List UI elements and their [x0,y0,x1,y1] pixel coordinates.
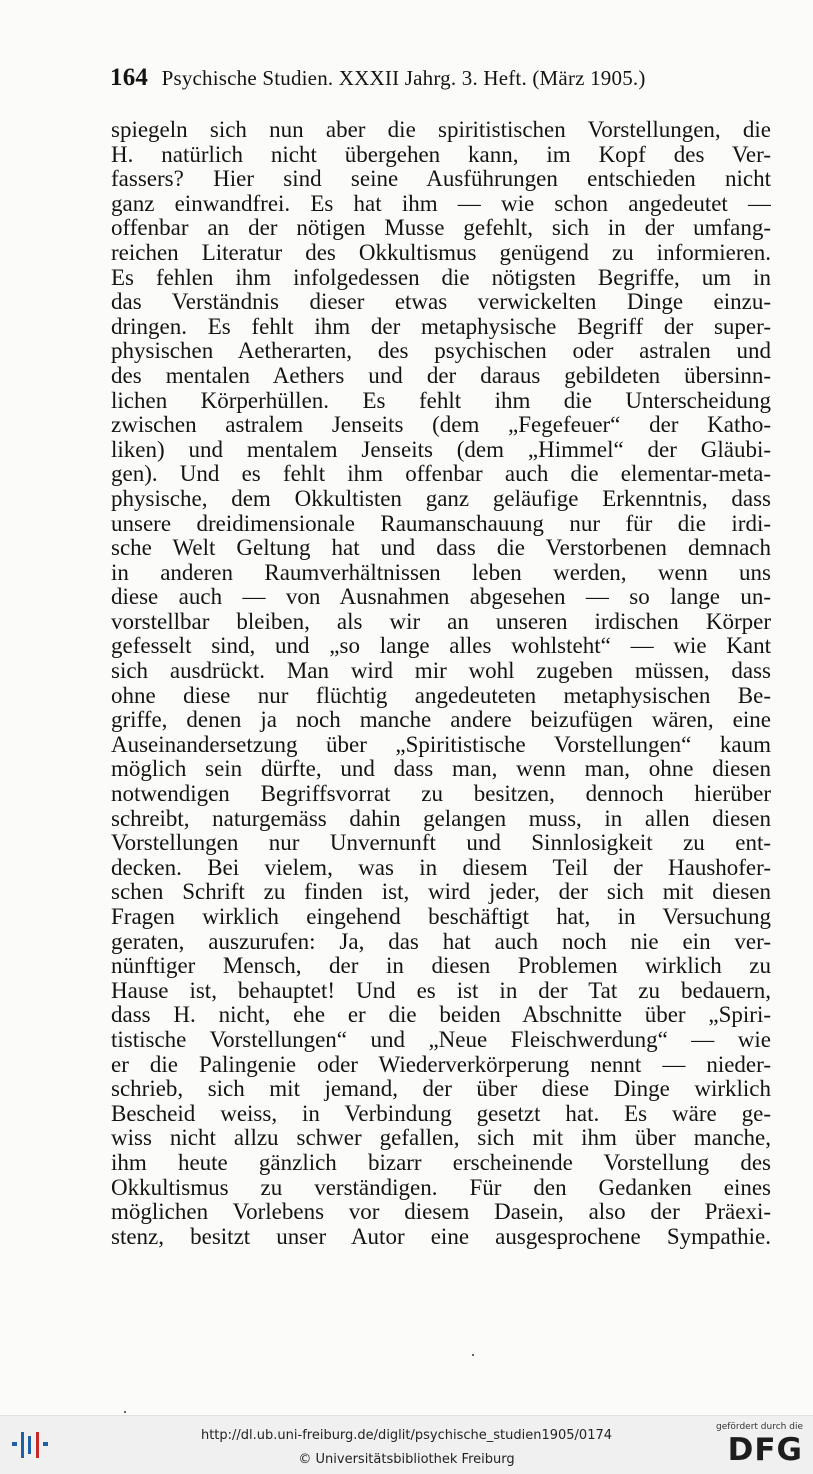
footer-bar [0,1415,813,1474]
text-line: stenz, besitzt unser Autor eine ausgesprochene Sympathie. [111,1224,771,1249]
text-line: notwendigen Begriffsvorrat zu besitzen, dennoch hierüber [111,782,771,807]
text-line: des mentalen Aethers und der daraus gebildeten übersinn- [111,363,771,388]
dfg-logo-text: DFG [727,1432,803,1468]
text-line: wiss nicht allzu schwer gefallen, sich mit ihm über manche, [111,1126,771,1151]
speck-mark [124,1411,126,1413]
text-line: griffe, denen ja noch manche andere beizufügen wären, eine [111,708,771,733]
text-line: physischen Aetherarten, des psychischen oder astralen und [111,339,771,364]
text-line: dringen. Es fehlt ihm der metaphysische Begriff der super- [111,314,771,339]
text-line: Hause ist, behauptet! Und es ist in der Tat zu bedauern, [111,978,771,1003]
text-line: in anderen Raumverhältnissen leben werden, wenn uns [111,560,771,585]
text-line: physische, dem Okkultisten ganz geläufige Erkenntnis, dass [111,486,771,511]
text-line: ihm heute gänzlich bizarr erscheinende Vorstellung des [111,1150,771,1175]
text-line: decken. Bei vielem, was in diesem Teil der Haushofer- [111,855,771,880]
running-head [110,64,730,98]
text-line: möglich sein dürfte, und dass man, wenn man, ohne diesen [111,757,771,782]
page-number: 164 [110,64,149,91]
text-line: schen Schrift zu finden ist, wird jeder, der sich mit diesen [111,880,771,905]
text-line: unsere dreidimensionale Raumanschauung nur für die irdi- [111,511,771,536]
text-line: nünftiger Mensch, der in diesen Problemen wirklich zu [111,954,771,979]
text-line: dass H. nicht, ehe er die beiden Abschnitte über „Spiri- [111,1003,771,1028]
text-line: sich ausdrückt. Man wird mir wohl zugeben müssen, dass [111,659,771,684]
text-line: schrieb, sich mit jemand, der über diese Dinge wirklich [111,1077,771,1102]
text-line: Es fehlen ihm infolgedessen die nötigsten Begriffe, um in [111,265,771,290]
text-line: fassers? Hier sind seine Ausführungen entschieden nicht [111,167,771,192]
text-line: spiegeln sich nun aber die spiritistischen Vorstellungen, die [111,118,771,142]
text-line: möglichen Vorlebens vor diesem Dasein, also der Präexi- [111,1200,771,1225]
text-line: liken) und mentalem Jenseits (dem „Himmel“ der Gläubi- [111,437,771,462]
text-line: gefesselt sind, und „so lange alles wohlsteht“ — wie Kant [111,634,771,659]
text-line: geraten, auszurufen: Ja, das hat auch noch nie ein ver- [111,929,771,954]
text-line: Fragen wirklich eingehend beschäftigt hat, in Versuchung [111,905,771,929]
text-line: Bescheid weiss, in Verbindung gesetzt hat. Es wäre ge- [111,1101,771,1126]
text-line: ohne diese nur flüchtig angedeuteten metaphysischen Be- [111,683,771,708]
text-line: sche Welt Geltung hat und dass die Verstorbenen demnach [111,536,771,561]
text-line: H. natürlich nicht übergehen kann, im Kopf des Ver- [111,142,771,167]
text-line: zwischen astralem Jenseits (dem „Fegefeuer“ der Katho- [111,413,771,438]
speck-mark [472,1354,474,1356]
text-line: Auseinandersetzung über „Spiritistische Vorstellungen“ kaum [111,732,771,757]
text-line: er die Palingenie oder Wiederverkörperung nennt — nieder- [111,1052,771,1077]
text-line: schreibt, naturgemäss dahin gelangen muss, in allen diesen [111,806,771,831]
text-line: Okkultismus zu verständigen. Für den Gedanken eines [111,1175,771,1200]
text-line: tistische Vorstellungen“ und „Neue Fleischwerdung“ — wie [111,1027,771,1052]
running-title: Psychische Studien. XXXII Jahrg. 3. Heft. (März 1905.) [161,66,646,90]
source-url[interactable]: http://dl.ub.uni-freiburg.de/diglit/psychische_studien1905/0174 [200,1428,613,1443]
text-line: vorstellbar bleiben, als wir an unseren irdischen Körper [111,609,771,634]
text-line: reichen Literatur des Okkultismus genügend zu informieren. [111,240,771,265]
text-line: das Verständnis dieser etwas verwickelten Dinge einzu- [111,290,771,315]
body-text [111,118,771,1249]
text-line: offenbar an der nötigen Musse gefehlt, sich in der umfang- [111,216,771,241]
text-line: ganz einwandfrei. Es hat ihm — wie schon angedeutet — [111,191,771,216]
text-line: Vorstellungen nur Unvernunft und Sinnlosigkeit zu ent- [111,831,771,856]
text-line: diese auch — von Ausnahmen abgesehen — so lange un- [111,585,771,610]
text-line: gen). Und es fehlt ihm offenbar auch die elementar-meta- [111,462,771,487]
text-line: lichen Körperhüllen. Es fehlt ihm die Unterscheidung [111,388,771,413]
funder-note: gefördert durch die [716,1422,803,1432]
dfg-logo [711,1422,803,1470]
copyright-note: © Universitätsbibliothek Freiburg [298,1452,515,1467]
